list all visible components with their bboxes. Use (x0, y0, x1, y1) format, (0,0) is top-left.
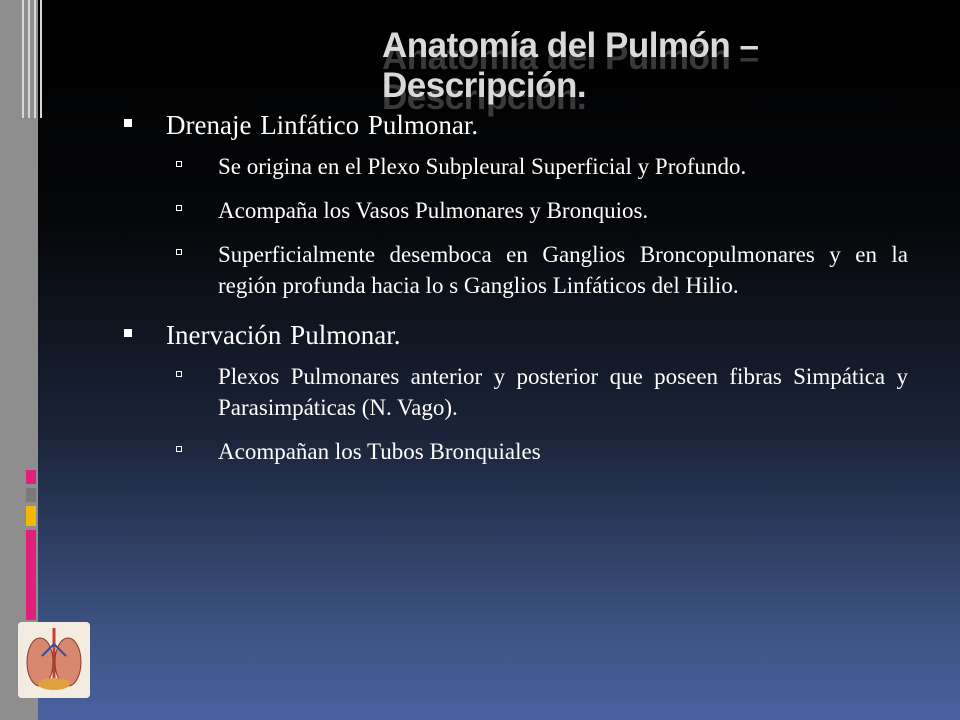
hollow-square-bullet-icon (176, 161, 182, 167)
list-item (118, 239, 908, 301)
lungs-anatomy-icon (18, 622, 90, 698)
list-item (118, 436, 908, 467)
hollow-square-bullet-icon (176, 249, 182, 255)
hollow-square-bullet-icon (176, 446, 182, 452)
list-item-text: Plexos Pulmonares anterior y posterior que poseen fibras Simpática y Parasimpáticas (N. Vago). (218, 364, 908, 420)
square-bullet-icon (124, 119, 132, 127)
section-heading (118, 110, 918, 141)
list-item (118, 361, 908, 423)
decor-vertical-lines (22, 0, 50, 120)
list-item (118, 151, 908, 182)
section-heading-text: Drenaje Linfático Pulmonar. (166, 110, 479, 140)
list-item (118, 195, 908, 226)
list-item-text: Acompañan los Tubos Bronquiales (218, 439, 541, 464)
accent-yellow-block (26, 506, 36, 526)
slide-title: Anatomía del Pulmón – Descripción. (382, 26, 759, 105)
hollow-square-bullet-icon (176, 205, 182, 211)
section-heading (118, 320, 918, 351)
slide-content (118, 110, 918, 480)
section-heading-text: Inervación Pulmonar. (166, 320, 401, 350)
list-item-text: Acompaña los Vasos Pulmonares y Bronquios. (218, 198, 649, 223)
lungs-anatomy-thumbnail (18, 622, 90, 698)
accent-pink-block (26, 470, 36, 484)
square-bullet-icon (124, 329, 132, 337)
list-item-text: Se origina en el Plexo Subpleural Superficial y Profundo. (218, 154, 747, 179)
accent-gray-block (26, 488, 36, 502)
hollow-square-bullet-icon (176, 371, 182, 377)
list-item-text: Superficialmente desemboca en Ganglios Broncopulmonares y en la región profunda hacia lo s Ganglios Linfáticos del Hilio. (218, 242, 908, 298)
accent-pink-block-2 (26, 530, 36, 620)
